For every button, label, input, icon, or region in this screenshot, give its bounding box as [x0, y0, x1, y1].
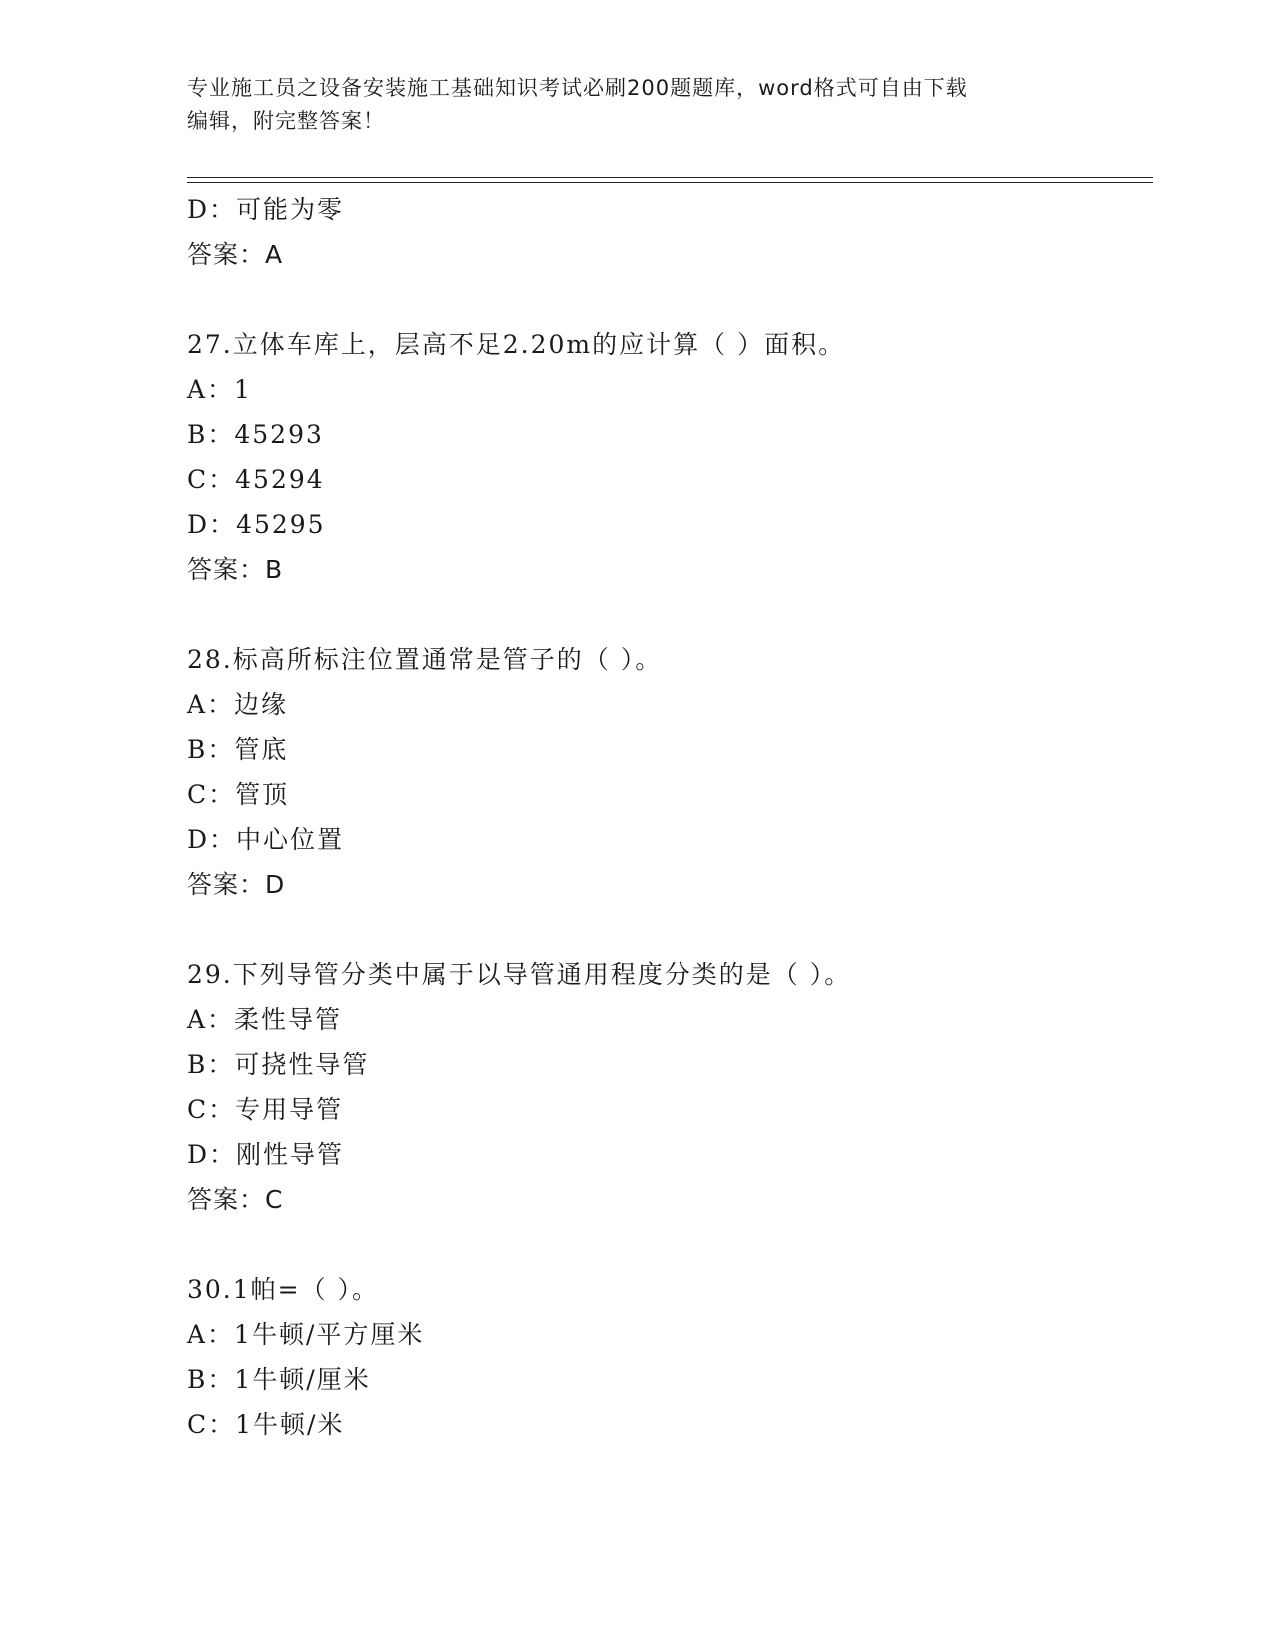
q29-option-c: C：专用导管	[187, 1095, 344, 1124]
q28-option-a: A：边缘	[187, 690, 289, 719]
q30-question: 30.1帕=（ ）。	[187, 1275, 380, 1304]
q28-option-b: B：管底	[187, 735, 289, 764]
q27-option-c: C：45294	[187, 465, 325, 494]
q27-question: 27.立体车库上，层高不足2.20m的应计算（ ）面积。	[187, 330, 846, 359]
header-line-2: 编辑，附完整答案！	[187, 109, 385, 133]
q30-option-a: A：1牛顿/平方厘米	[187, 1320, 425, 1349]
q28-option-d: D：中心位置	[187, 825, 345, 854]
q30-option-c: C：1牛顿/米	[187, 1410, 345, 1439]
q26-answer: 答案：A	[187, 240, 284, 269]
q28-answer: 答案：D	[187, 870, 286, 899]
q29-option-b: B：可挠性导管	[187, 1050, 370, 1079]
q30-option-b: B：1牛顿/厘米	[187, 1365, 371, 1394]
q28-option-c: C：管顶	[187, 780, 290, 809]
q29-option-a: A：柔性导管	[187, 1005, 343, 1034]
q29-answer: 答案：C	[187, 1185, 284, 1214]
q27-option-a: A：1	[187, 375, 252, 404]
q27-answer: 答案：B	[187, 555, 284, 584]
document-header	[187, 72, 1087, 138]
q29-option-d: D：刚性导管	[187, 1140, 345, 1169]
header-divider-top	[187, 177, 1153, 178]
q29-question: 29.下列导管分类中属于以导管通用程度分类的是（ ）。	[187, 960, 852, 989]
header-line-1: 专业施工员之设备安装施工基础知识考试必刷200题题库，word格式可自由下载	[187, 76, 968, 100]
q27-option-d: D：45295	[187, 510, 326, 539]
q28-question: 28.标高所标注位置通常是管子的（ ）。	[187, 645, 663, 674]
q27-option-b: B：45293	[187, 420, 324, 449]
header-divider-bottom	[187, 182, 1153, 183]
q26-option-d: D：可能为零	[187, 195, 345, 224]
